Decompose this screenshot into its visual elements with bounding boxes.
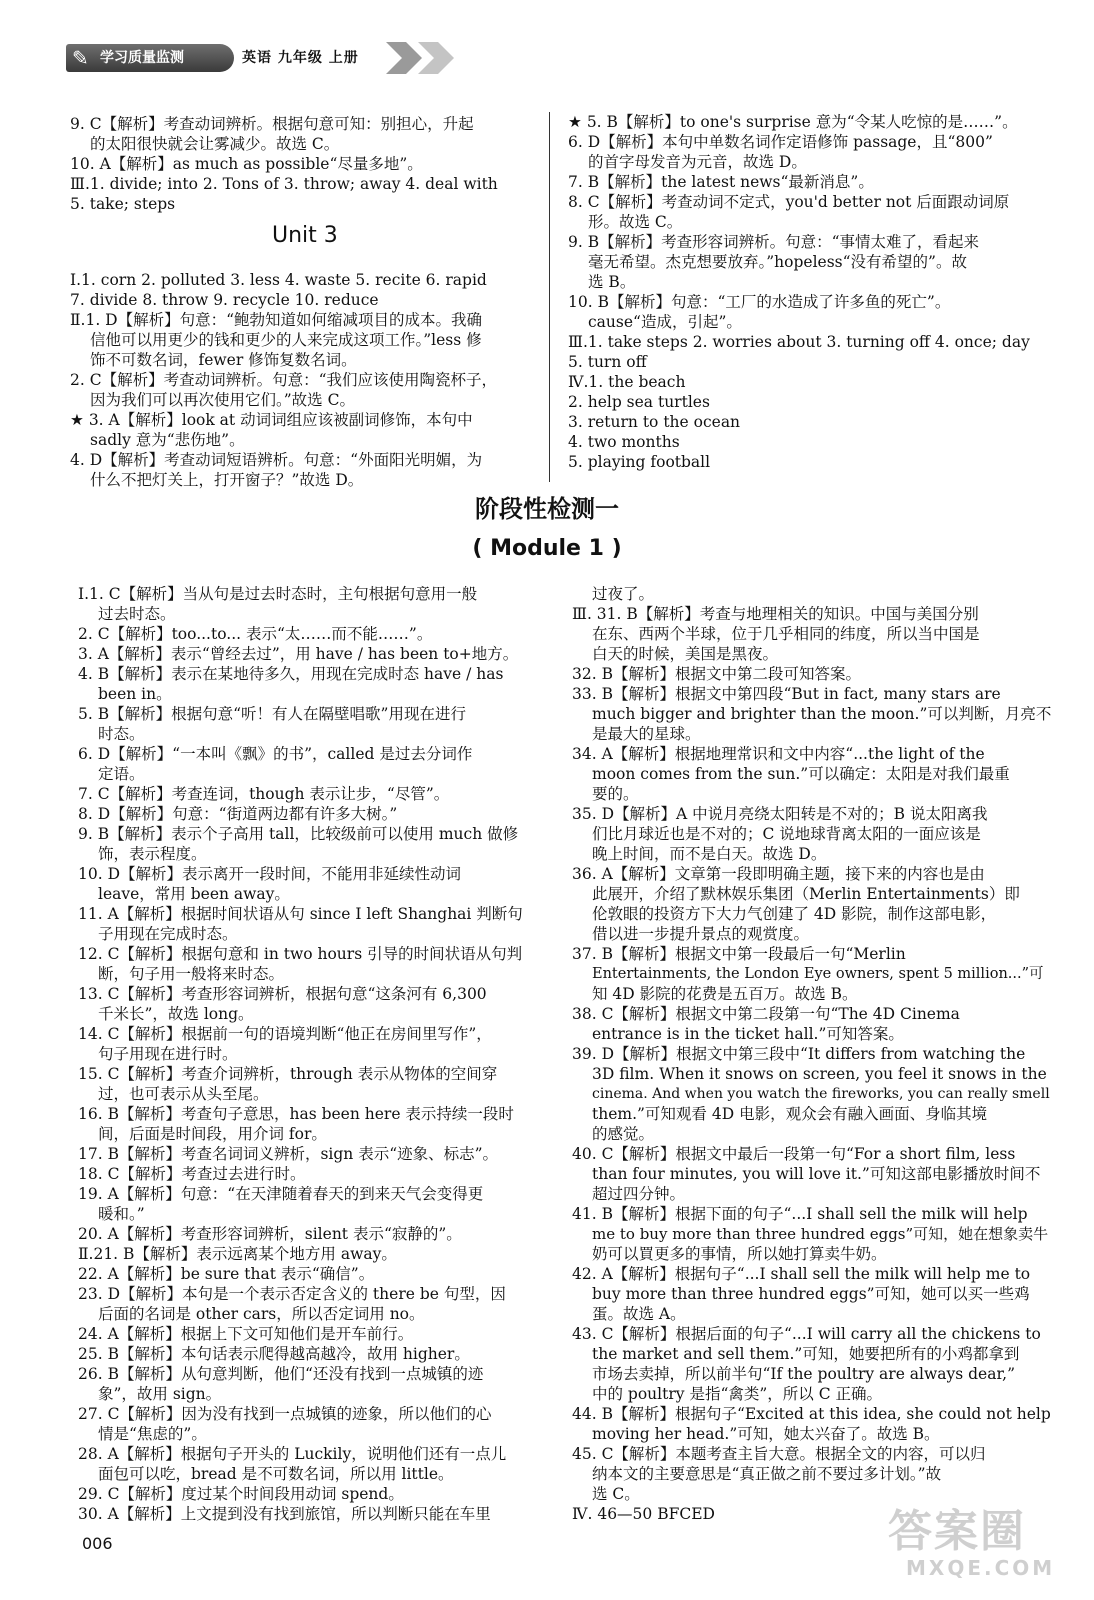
answer-line: cinema. And when you watch the fireworks, you can really smell bbox=[592, 1086, 1050, 1102]
answer-line: 43. C【解析】根据后面的句子“...I will carry all the chickens to bbox=[572, 1325, 1041, 1343]
answer-line: 此展开，介绍了默林娱乐集团（Merlin Entertainments）即 bbox=[592, 885, 1020, 903]
answer-line: Ⅰ.1. corn 2. polluted 3. less 4. waste 5. recite 6. rapid bbox=[70, 271, 487, 289]
answer-line: 断，句子用一般将来时态。 bbox=[98, 965, 285, 983]
column-divider bbox=[549, 112, 550, 482]
answer-line: 的太阳很快就会让雾减少。故选 C。 bbox=[90, 135, 340, 153]
section-title: 阶段性检测一 bbox=[475, 495, 619, 523]
answer-line: 间，后面是时间段，用介词 for。 bbox=[98, 1125, 327, 1143]
answer-line: Ⅳ.1. the beach bbox=[568, 373, 686, 391]
brand-label: 学习质量监测 bbox=[100, 50, 184, 66]
answer-line: much bigger and brighter than the moon.”可以判断，月亮不 bbox=[592, 705, 1052, 723]
answer-line: 5. take; steps bbox=[70, 195, 176, 213]
answer-line: 7. B【解析】the latest news“最新消息”。 bbox=[568, 173, 874, 191]
answer-line: 伦敦眼的投资方下大力气创建了 4D 影院，制作这部电影， bbox=[592, 905, 997, 923]
answer-line: leave，常用 been away。 bbox=[98, 885, 290, 903]
answer-line: 5. playing football bbox=[568, 453, 711, 471]
answer-line: 的首字母发音为元音，故选 D。 bbox=[588, 153, 807, 171]
answer-line: 4. two months bbox=[568, 433, 680, 451]
answer-line: 2. C【解析】too...to... 表示“太……而不能……”。 bbox=[78, 625, 433, 643]
answer-line: Entertainments, the London Eye owners, spent 5 million...”可 bbox=[592, 966, 1044, 982]
answer-line: 后面的名词是 other cars，所以否定词用 no。 bbox=[98, 1305, 425, 1323]
answer-line: 时态。 bbox=[98, 725, 145, 743]
answer-line: 6. D【解析】本句中单数名词作定语修饰 passage，且“800” bbox=[568, 133, 993, 151]
answer-line: entrance is in the ticket hall.”可知答案。 bbox=[592, 1025, 904, 1043]
answer-line: 3. return to the ocean bbox=[568, 413, 741, 431]
answer-line: ★ 3. A【解析】look at 动词词组应该被副词修饰，本句中 bbox=[70, 411, 473, 429]
answer-line: 象”，故用 sign。 bbox=[98, 1385, 222, 1403]
answer-line: 45. C【解析】本题考查主旨大意。根据全文的内容，可以归 bbox=[572, 1445, 986, 1463]
page-header bbox=[66, 40, 486, 76]
answer-line: 42. A【解析】根据句子“...I shall sell the milk will help me to bbox=[572, 1265, 1031, 1283]
answer-line: 5. turn off bbox=[568, 353, 647, 371]
answer-line: 奶可以買更多的事情，所以她打算卖牛奶。 bbox=[592, 1245, 887, 1263]
answer-line: 什么不把灯关上，打开窗子？”故选 D。 bbox=[90, 471, 364, 489]
answer-line: them.”可知观看 4D 电影，观众会有融入画面、身临其境 bbox=[592, 1105, 988, 1123]
answer-line: sadly 意为“悲伤地”。 bbox=[90, 431, 245, 449]
answer-line: Ⅱ.1. D【解析】句意：“鲍勃知道如何缩减项目的成本。我确 bbox=[70, 311, 483, 329]
answer-line: 3. A【解析】表示“曾经去过”，用 have / has been to+地方。 bbox=[78, 645, 519, 663]
answer-line: 定语。 bbox=[98, 765, 145, 783]
answer-line: 2. help sea turtles bbox=[568, 393, 710, 411]
answer-line: 知 4D 影院的花费是五百万。故选 B。 bbox=[592, 985, 858, 1003]
answer-line: 5. B【解析】根据句意“听！有人在隔壁唱歌”用现在进行 bbox=[78, 705, 466, 723]
answer-line: 晚上时间，而不是白天。故选 D。 bbox=[592, 845, 827, 863]
answer-line: 25. B【解析】本句话表示爬得越高越冷，故用 higher。 bbox=[78, 1345, 470, 1363]
answer-line: 13. C【解析】考查形容词辨析，根据句意“这条河有 6,300 bbox=[78, 985, 487, 1003]
answers-bottom-right bbox=[572, 584, 1052, 1524]
answer-line: 10. B【解析】句意：“工厂的水造成了许多鱼的死亡”。 bbox=[568, 293, 951, 311]
answer-line: 35. D【解析】A 中说月亮绕太阳转是不对的；B 说太阳离我 bbox=[572, 805, 988, 823]
answer-line: Ⅲ. 31. B【解析】考查与地理相关的知识。中国与美国分别 bbox=[572, 605, 979, 623]
answer-line: Ⅲ.1. take steps 2. worries about 3. turning off 4. once; day bbox=[568, 333, 1030, 351]
answer-line: 26. B【解析】从句意判断，他们“还没有找到一点城镇的迹 bbox=[78, 1365, 484, 1383]
answer-line: Ⅱ.21. B【解析】表示远离某个地方用 away。 bbox=[78, 1245, 397, 1263]
answer-line: 16. B【解析】考查句子意思，has been here 表示持续一段时 bbox=[78, 1105, 514, 1123]
answer-line: 32. B【解析】根据文中第二段可知答案。 bbox=[572, 665, 861, 683]
answer-line: 过，也可表示从头至尾。 bbox=[98, 1085, 269, 1103]
watermark-logo: 答案圈 MXQE.COM bbox=[888, 1506, 1056, 1580]
answer-line: 过去时态。 bbox=[98, 605, 176, 623]
answer-line: 情是“焦虑的”。 bbox=[98, 1425, 207, 1443]
answer-line: 句子用现在进行时。 bbox=[98, 1045, 238, 1063]
page-number: 006 bbox=[82, 1534, 113, 1553]
answer-line: 2. C【解析】考查动词辨析。句意：“我们应该使用陶瓷杯子， bbox=[70, 371, 498, 389]
answer-line: 38. C【解析】根据文中第二段第一句“The 4D Cinema bbox=[572, 1005, 960, 1023]
answer-line: 4. B【解析】表示在某地待多久，用现在完成时态 have / has bbox=[78, 665, 504, 683]
answer-line: 过夜了。 bbox=[592, 585, 655, 603]
answer-line: 选 C。 bbox=[592, 1485, 640, 1503]
book-subtitle: 英语 九年级 上册 bbox=[242, 50, 359, 66]
answer-line: 饰，表示程度。 bbox=[98, 845, 207, 863]
answer-line: 3D film. When it snows on screen, you feel it snows in the bbox=[592, 1065, 1047, 1083]
unit-title: Unit 3 bbox=[272, 223, 338, 248]
answer-line: 选 B。 bbox=[588, 273, 636, 291]
answer-line: cause“造成，引起”。 bbox=[588, 313, 742, 331]
answer-line: 44. B【解析】根据句子“Excited at this idea, she could not help bbox=[572, 1405, 1051, 1423]
answer-line: 41. B【解析】根据下面的句子“...I shall sell the milk will help bbox=[572, 1205, 1028, 1223]
answer-line: 29. C【解析】度过某个时间段用动词 spend。 bbox=[78, 1485, 404, 1503]
answer-line: 19. A【解析】句意：“在天津随着春天的到来天气会变得更 bbox=[78, 1185, 484, 1203]
answer-line: 在东、西两个半球，位于几乎相同的纬度，所以当中国是 bbox=[592, 625, 980, 643]
answer-line: 借以进一步提升景点的观赏度。 bbox=[592, 925, 810, 943]
answers-top-right bbox=[568, 112, 1048, 472]
answer-line: buy more than three hundred eggs”可知，她可以买一些鸡 bbox=[592, 1285, 1030, 1303]
answer-line: 毫无希望。杰克想要放弃。”hopeless“没有希望的”。故 bbox=[588, 253, 967, 271]
answer-line: 要的。 bbox=[592, 785, 639, 803]
answer-line: 子用现在完成时态。 bbox=[98, 925, 238, 943]
answer-line: 因为我们可以再次使用它们。”故选 C。 bbox=[90, 391, 355, 409]
answer-line: 23. D【解析】本句是一个表示否定含义的 there be 句型，因 bbox=[78, 1285, 506, 1303]
answer-line: Ⅲ.1. divide; into 2. Tons of 3. throw; away 4. deal with bbox=[70, 175, 498, 193]
answer-line: 的感觉。 bbox=[592, 1125, 655, 1143]
answer-line: 中的 poultry 是指“禽类”，所以 C 正确。 bbox=[592, 1385, 883, 1403]
answer-line: 信他可以用更少的钱和更少的人来完成这项工作。”less 修 bbox=[90, 331, 482, 349]
answer-line: 24. A【解析】根据上下文可知他们是开车前行。 bbox=[78, 1325, 414, 1343]
answer-line: 纳本文的主要意思是“真正做之前不要过多计划。”故 bbox=[592, 1465, 942, 1483]
answer-line: the market and sell them.”可知，她要把所有的小鸡都拿到 bbox=[592, 1345, 1020, 1363]
answer-line: 市场去卖掉，所以前半句“If the poultry are always dear,” bbox=[592, 1365, 1016, 1383]
answer-line: 33. B【解析】根据文中第四段“But in fact, many stars are bbox=[572, 685, 1001, 703]
answer-line: 暖和。” bbox=[98, 1205, 145, 1223]
answer-line: 28. A【解析】根据句子开头的 Luckily，说明他们还有一点儿 bbox=[78, 1445, 507, 1463]
answer-line: moving her head.”可知，她太兴奋了。故选 B。 bbox=[592, 1425, 940, 1443]
answer-line: ★ 5. B【解析】to one's surprise 意为“令某人吃惊的是……”。 bbox=[568, 113, 1018, 131]
answer-line: 14. C【解析】根据前一句的语境判断“他正在房间里写作”， bbox=[78, 1025, 492, 1043]
section-subtitle: ( Module 1 ) bbox=[472, 536, 622, 561]
answer-line: 6. D【解析】“一本叫《飘》的书”，called 是过去分词作 bbox=[78, 745, 473, 763]
answer-line: 17. B【解析】考查名词词义辨析，sign 表示“迹象、标志”。 bbox=[78, 1145, 499, 1163]
answer-line: 10. A【解析】as much as possible“尽量多地”。 bbox=[70, 155, 423, 173]
answer-line: 18. C【解析】考查过去进行时。 bbox=[78, 1165, 306, 1183]
answer-line: 11. A【解析】根据时间状语从句 since I left Shanghai 判断句 bbox=[78, 905, 523, 923]
answer-line: 蛋。故选 A。 bbox=[592, 1305, 686, 1323]
answer-line: 7. divide 8. throw 9. recycle 10. reduce bbox=[70, 291, 379, 309]
brand-tab bbox=[66, 44, 234, 72]
pen-icon: ✎ bbox=[72, 46, 89, 70]
answer-line: 面包可以吃，bread 是不可数名词，所以用 little。 bbox=[98, 1465, 454, 1483]
answer-line: Ⅳ. 46—50 BFCED bbox=[572, 1505, 715, 1523]
answer-line: 饰不可数名词，fewer 修饰复数名词。 bbox=[90, 351, 357, 369]
answer-line: 36. A【解析】文章第一段即明确主题，接下来的内容也是由 bbox=[572, 865, 985, 883]
answer-line: 9. B【解析】表示个子高用 tall，比较级前可以使用 much 做修 bbox=[78, 825, 519, 843]
answer-line: 们比月球近也是不对的；C 说地球背离太阳的一面应该是 bbox=[592, 825, 981, 843]
answer-line: 20. A【解析】考查形容词辨析，silent 表示“寂静的”。 bbox=[78, 1225, 462, 1243]
answer-line: Ⅰ.1. C【解析】当从句是过去时态时，主句根据句意用一般 bbox=[78, 585, 478, 603]
answer-line: 9. B【解析】考查形容词辨析。句意：“事情太难了，看起来 bbox=[568, 233, 980, 251]
answer-line: than four minutes, you will love it.”可知这部电影播放时间不 bbox=[592, 1165, 1041, 1183]
answers-unit3-left bbox=[70, 270, 540, 490]
chevron-right-icon bbox=[416, 40, 456, 76]
answer-line: 39. D【解析】根据文中第三段中“It differs from watching the bbox=[572, 1045, 1026, 1063]
answer-line: 形。故选 C。 bbox=[588, 213, 683, 231]
answer-line: 8. C【解析】考查动词不定式，you'd better not 后面跟动词原 bbox=[568, 193, 1010, 211]
answer-line: me to buy more than three hundred eggs”可知，她在想象卖牛 bbox=[592, 1225, 1049, 1243]
answer-line: 37. B【解析】根据文中第一段最后一句“Merlin bbox=[572, 945, 906, 963]
answers-bottom-left bbox=[78, 584, 548, 1524]
answer-line: 40. C【解析】根据文中最后一段第一句“For a short film, less bbox=[572, 1145, 1016, 1163]
answer-line: 12. C【解析】根据句意和 in two hours 引导的时间状语从句判 bbox=[78, 945, 523, 963]
answer-line: 超过四分钟。 bbox=[592, 1185, 686, 1203]
answer-line: 34. A【解析】根据地理常识和文中内容“...the light of the bbox=[572, 745, 985, 763]
answer-line: 8. D【解析】句意：“街道两边都有许多大树。” bbox=[78, 805, 398, 823]
answers-top-left bbox=[70, 114, 540, 214]
answer-line: 15. C【解析】考查介词辨析，through 表示从物体的空间穿 bbox=[78, 1065, 498, 1083]
answer-line: 9. C【解析】考查动词辨析。根据句意可知：别担心，升起 bbox=[70, 115, 474, 133]
answer-line: 白天的时候，美国是黑夜。 bbox=[592, 645, 779, 663]
answer-line: moon comes from the sun.”可以确定：太阳是对我们最重 bbox=[592, 765, 1010, 783]
answer-line: 是最大的星球。 bbox=[592, 725, 701, 743]
answer-line: 4. D【解析】考查动词短语辨析。句意：“外面阳光明媚，为 bbox=[70, 451, 483, 469]
answer-line: been in。 bbox=[98, 685, 172, 703]
answer-line: 27. C【解析】因为没有找到一点城镇的迹象，所以他们的心 bbox=[78, 1405, 492, 1423]
answer-line: 22. A【解析】be sure that 表示“确信”。 bbox=[78, 1265, 375, 1283]
answer-line: 30. A【解析】上文提到没有找到旅馆，所以判断只能在车里 bbox=[78, 1505, 491, 1523]
answer-line: 10. D【解析】表示离开一段时间，不能用非延续性动词 bbox=[78, 865, 462, 883]
answer-line: 千米长”，故选 long。 bbox=[98, 1005, 254, 1023]
answer-line: 7. C【解析】考查连词，though 表示让步，“尽管”。 bbox=[78, 785, 450, 803]
